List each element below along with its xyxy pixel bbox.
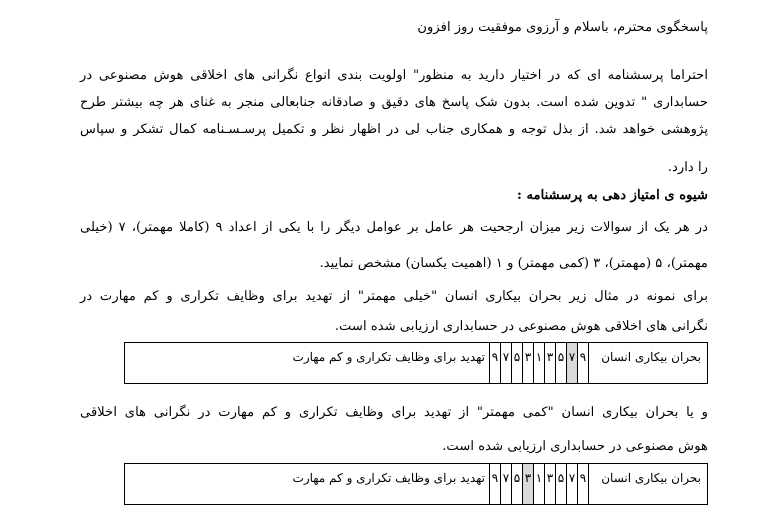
scale-cell: ۵	[512, 343, 523, 384]
scale-cell: ۹	[578, 464, 589, 505]
scale-cell: ۳	[523, 464, 534, 505]
scale-cell: ۵	[556, 343, 567, 384]
scale-cell: ۱	[534, 343, 545, 384]
scale-cell: ۷	[567, 343, 578, 384]
scale-cell: ۳	[545, 343, 556, 384]
example1-line-1: برای نمونه در مثال زیر بحران بیکاری انسان "خیلی مهمتر" از تهدید برای وظایف تکراری و کم مهارت در	[80, 289, 708, 304]
factor-right-cell: بحران بیکاری انسان	[589, 464, 708, 505]
factor-right-cell: بحران بیکاری انسان	[589, 343, 708, 384]
instruction-line-2: مهمتر)، ۵ (مهمتر)، ۳ (کمی مهمتر) و ۱ (اهمیت یکسان) مشخص نمایید.	[319, 256, 708, 271]
greeting-line: پاسخگوی محترم، باسلام و آرزوی موفقیت روز افزون	[417, 20, 708, 35]
intro-line-1: احتراما پرسشنامه ای که در اختیار دارید به منظور" اولویت بندی انواع نگرانی های اخلاقی هوش مصنوعی در	[80, 68, 708, 83]
intro-line-3: پژوهشی خواهد شد. از بذل توجه و همکاری جناب لی در اظهار نظر و تکمیل پرسـسـنامه کمال تشکر و سپاس	[80, 122, 708, 137]
intro-line-2: حسابداری " تدوین شده است. بدون شک پاسخ های دقیق و صادقانه جنابعالی منجر به غنای هر چه بیشتر طرح	[80, 95, 708, 110]
example-table-2	[124, 463, 708, 505]
scale-cell: ۹	[490, 343, 501, 384]
example1-line-2: نگرانی های اخلاقی هوش مصنوعی در حسابداری ارزیابی شده است.	[334, 319, 708, 334]
example-table-2-row	[125, 464, 708, 505]
scale-cell: ۱	[534, 464, 545, 505]
scale-cell: ۷	[501, 343, 512, 384]
scale-cell: ۷	[501, 464, 512, 505]
factor-left-cell: تهدید برای وظایف تکراری و کم مهارت	[125, 343, 490, 384]
scale-cell: ۳	[523, 343, 534, 384]
intro-line-4: را دارد.	[667, 160, 708, 175]
scale-cell: ۷	[567, 464, 578, 505]
scale-cell: ۹	[578, 343, 589, 384]
scale-cell: ۵	[512, 464, 523, 505]
example-table-1	[124, 342, 708, 384]
scale-cell: ۹	[490, 464, 501, 505]
scale-cell: ۵	[556, 464, 567, 505]
instruction-line-1: در هر یک از سوالات زیر میزان ارجحیت هر عامل بر عوامل دیگر را با یکی از اعداد ۹ (کاملا مهمتر)، ۷ (خیلی	[80, 220, 709, 235]
example2-line-1: و یا بحران بیکاری انسان "کمی مهمتر" از تهدید برای وظایف تکراری و کم مهارت در نگرانی های اخلاقی	[80, 405, 708, 420]
scale-cell: ۳	[545, 464, 556, 505]
example-table-1-row	[125, 343, 708, 384]
factor-left-cell: تهدید برای وظایف تکراری و کم مهارت	[125, 464, 490, 505]
questionnaire-page	[80, 0, 708, 522]
scoring-heading: شیوه ی امتیاز دهی به پرسشنامه :	[516, 188, 708, 203]
example2-line-2: هوش مصنوعی در حسابداری ارزیابی شده است.	[442, 439, 708, 454]
